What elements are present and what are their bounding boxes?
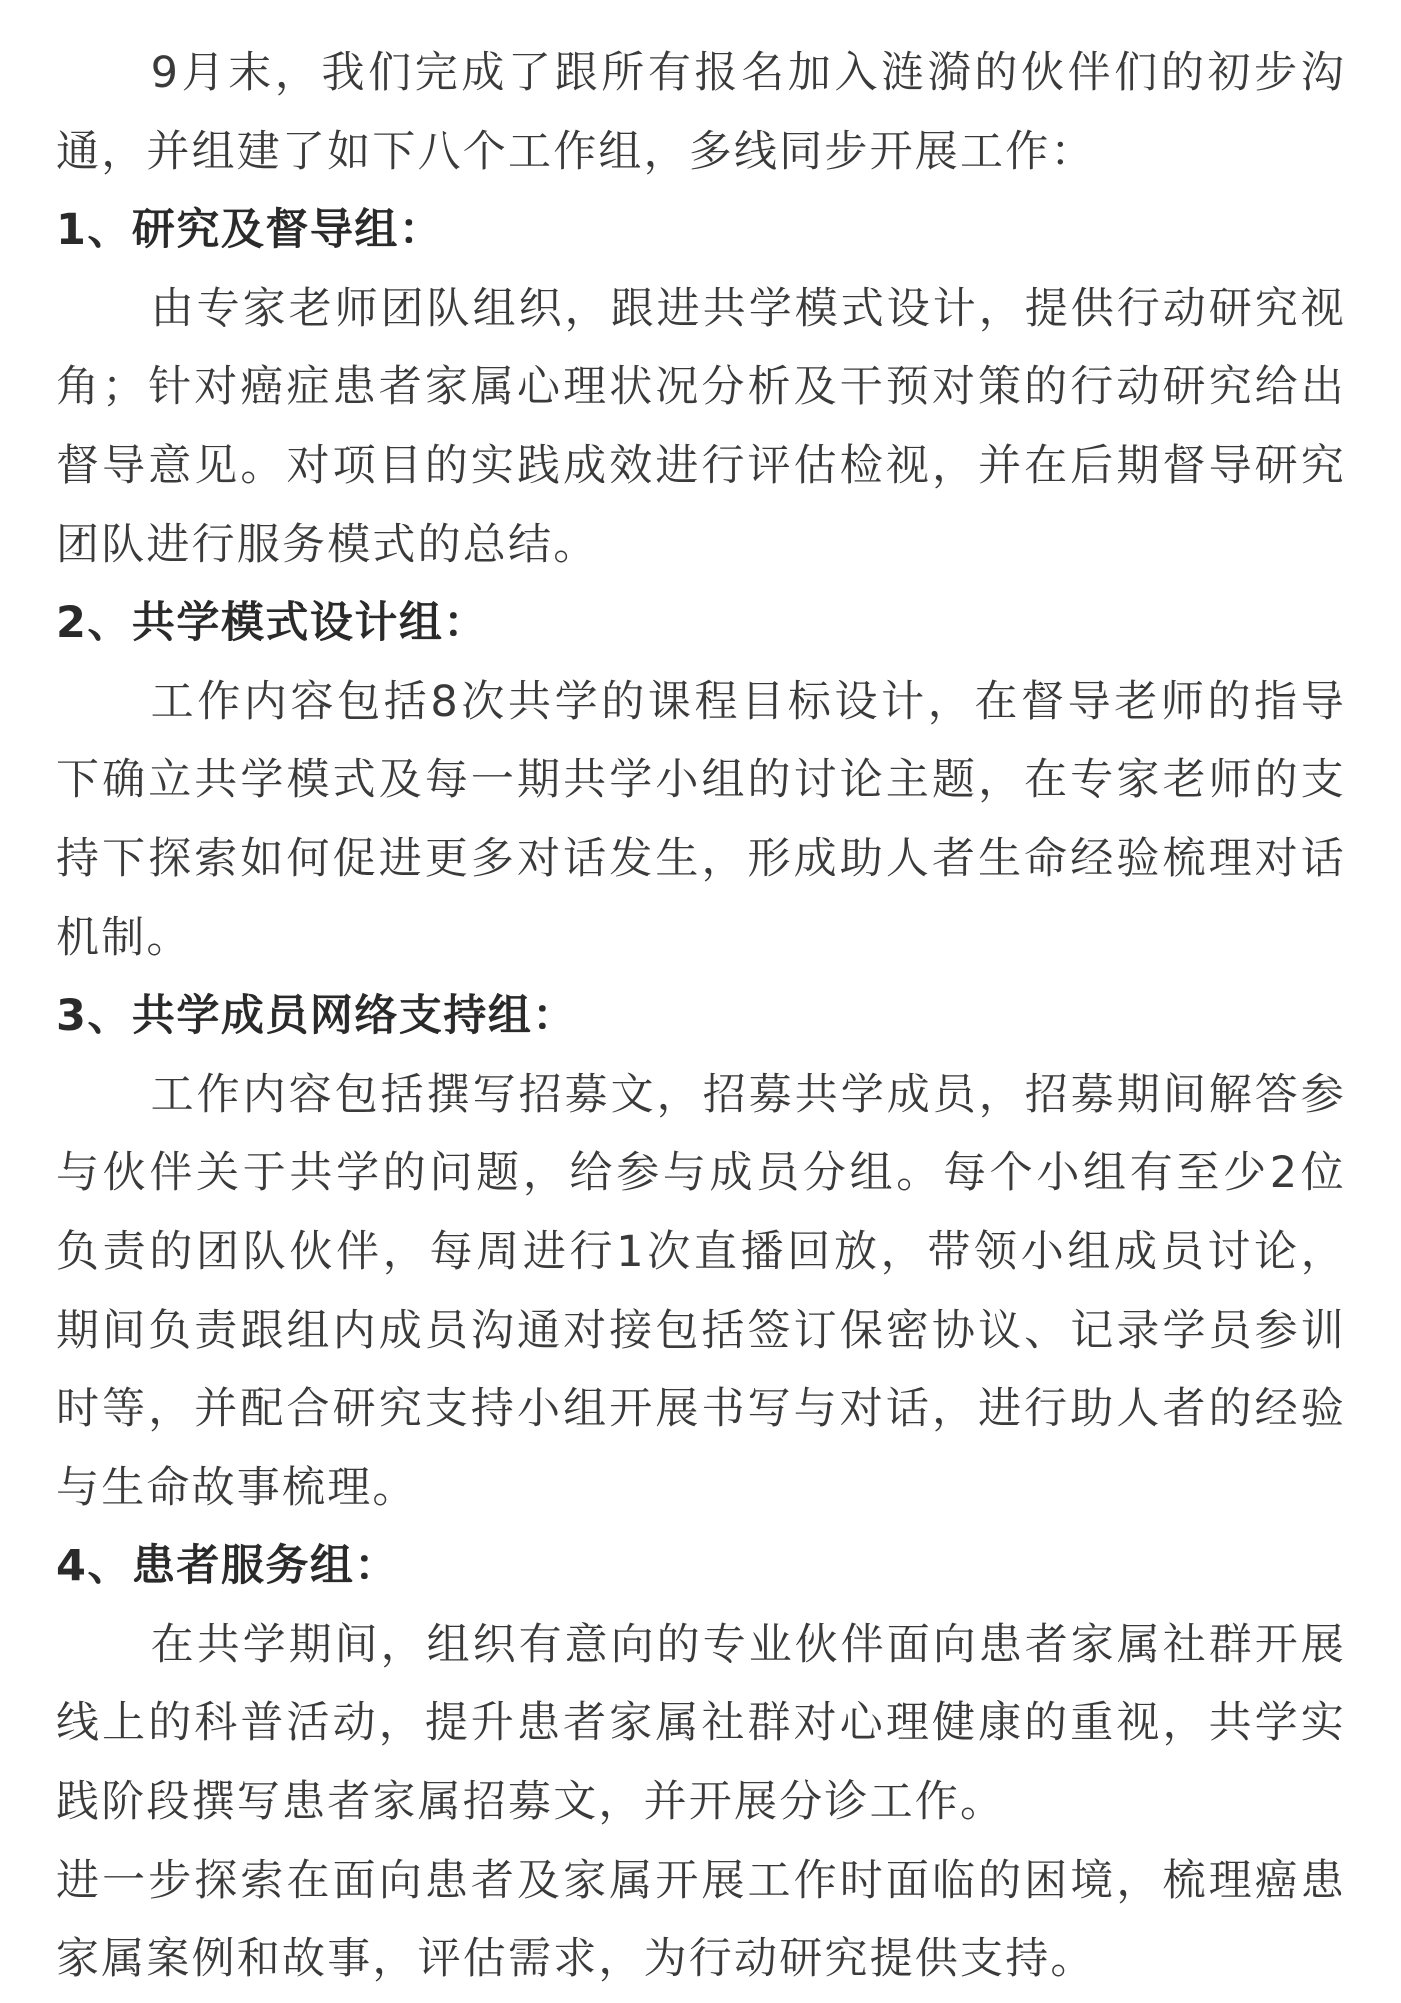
section-paragraph: 进一步探索在面向患者及家属开展工作时面临的困境，梳理癌患家属案例和故事，评估需求，为行动研究提供支持。 (56, 1855, 1346, 1985)
section-paragraph: 在共学期间，组织有意向的专业伙伴面向患者家属社群开展线上的科普活动，提升患者家属社群对心理健康的重视，共学实践阶段撰写患者家属招募文，并开展分诊工作。 (56, 1619, 1346, 1828)
section-heading: 3、共学成员网络支持组： (56, 991, 577, 1042)
article-body (56, 34, 1346, 1999)
section-paragraph: 由专家老师团队组织，跟进共学模式设计，提供行动研究视角；针对癌症患者家属心理状况分析及干预对策的行动研究给出督导意见。对项目的实践成效进行评估检视，并在后期督导研究团队进行服务模式的总结。 (56, 283, 1346, 570)
section-colearning-design (56, 584, 1346, 977)
section-research-supervision (56, 191, 1346, 584)
section-patient-service (56, 1527, 1346, 1999)
intro-paragraph: 9月末，我们完成了跟所有报名加入涟漪的伙伴们的初步沟通，并组建了如下八个工作组，多线同步开展工作： (56, 48, 1346, 177)
section-heading: 1、研究及督导组： (56, 205, 444, 256)
section-paragraph: 工作内容包括8次共学的课程目标设计，在督导老师的指导下确立共学模式及每一期共学小组的讨论主题，在专家老师的支持下探索如何促进更多对话发生，形成助人者生命经验梳理对话机制。 (56, 676, 1346, 963)
section-paragraph: 工作内容包括撰写招募文，招募共学成员，招募期间解答参与伙伴关于共学的问题，给参与成员分组。每个小组有至少2位负责的团队伙伴，每周进行1次直播回放，带领小组成员讨论，期间负责跟组内成员沟通对接包括签订保密协议、记录学员参训时等，并配合研究支持小组开展书写与对话，进行助人者的经验与生命故事梳理。 (56, 1069, 1346, 1513)
section-member-network-support (56, 977, 1346, 1527)
section-heading: 4、患者服务组： (56, 1541, 399, 1592)
section-heading: 2、共学模式设计组： (56, 598, 488, 649)
